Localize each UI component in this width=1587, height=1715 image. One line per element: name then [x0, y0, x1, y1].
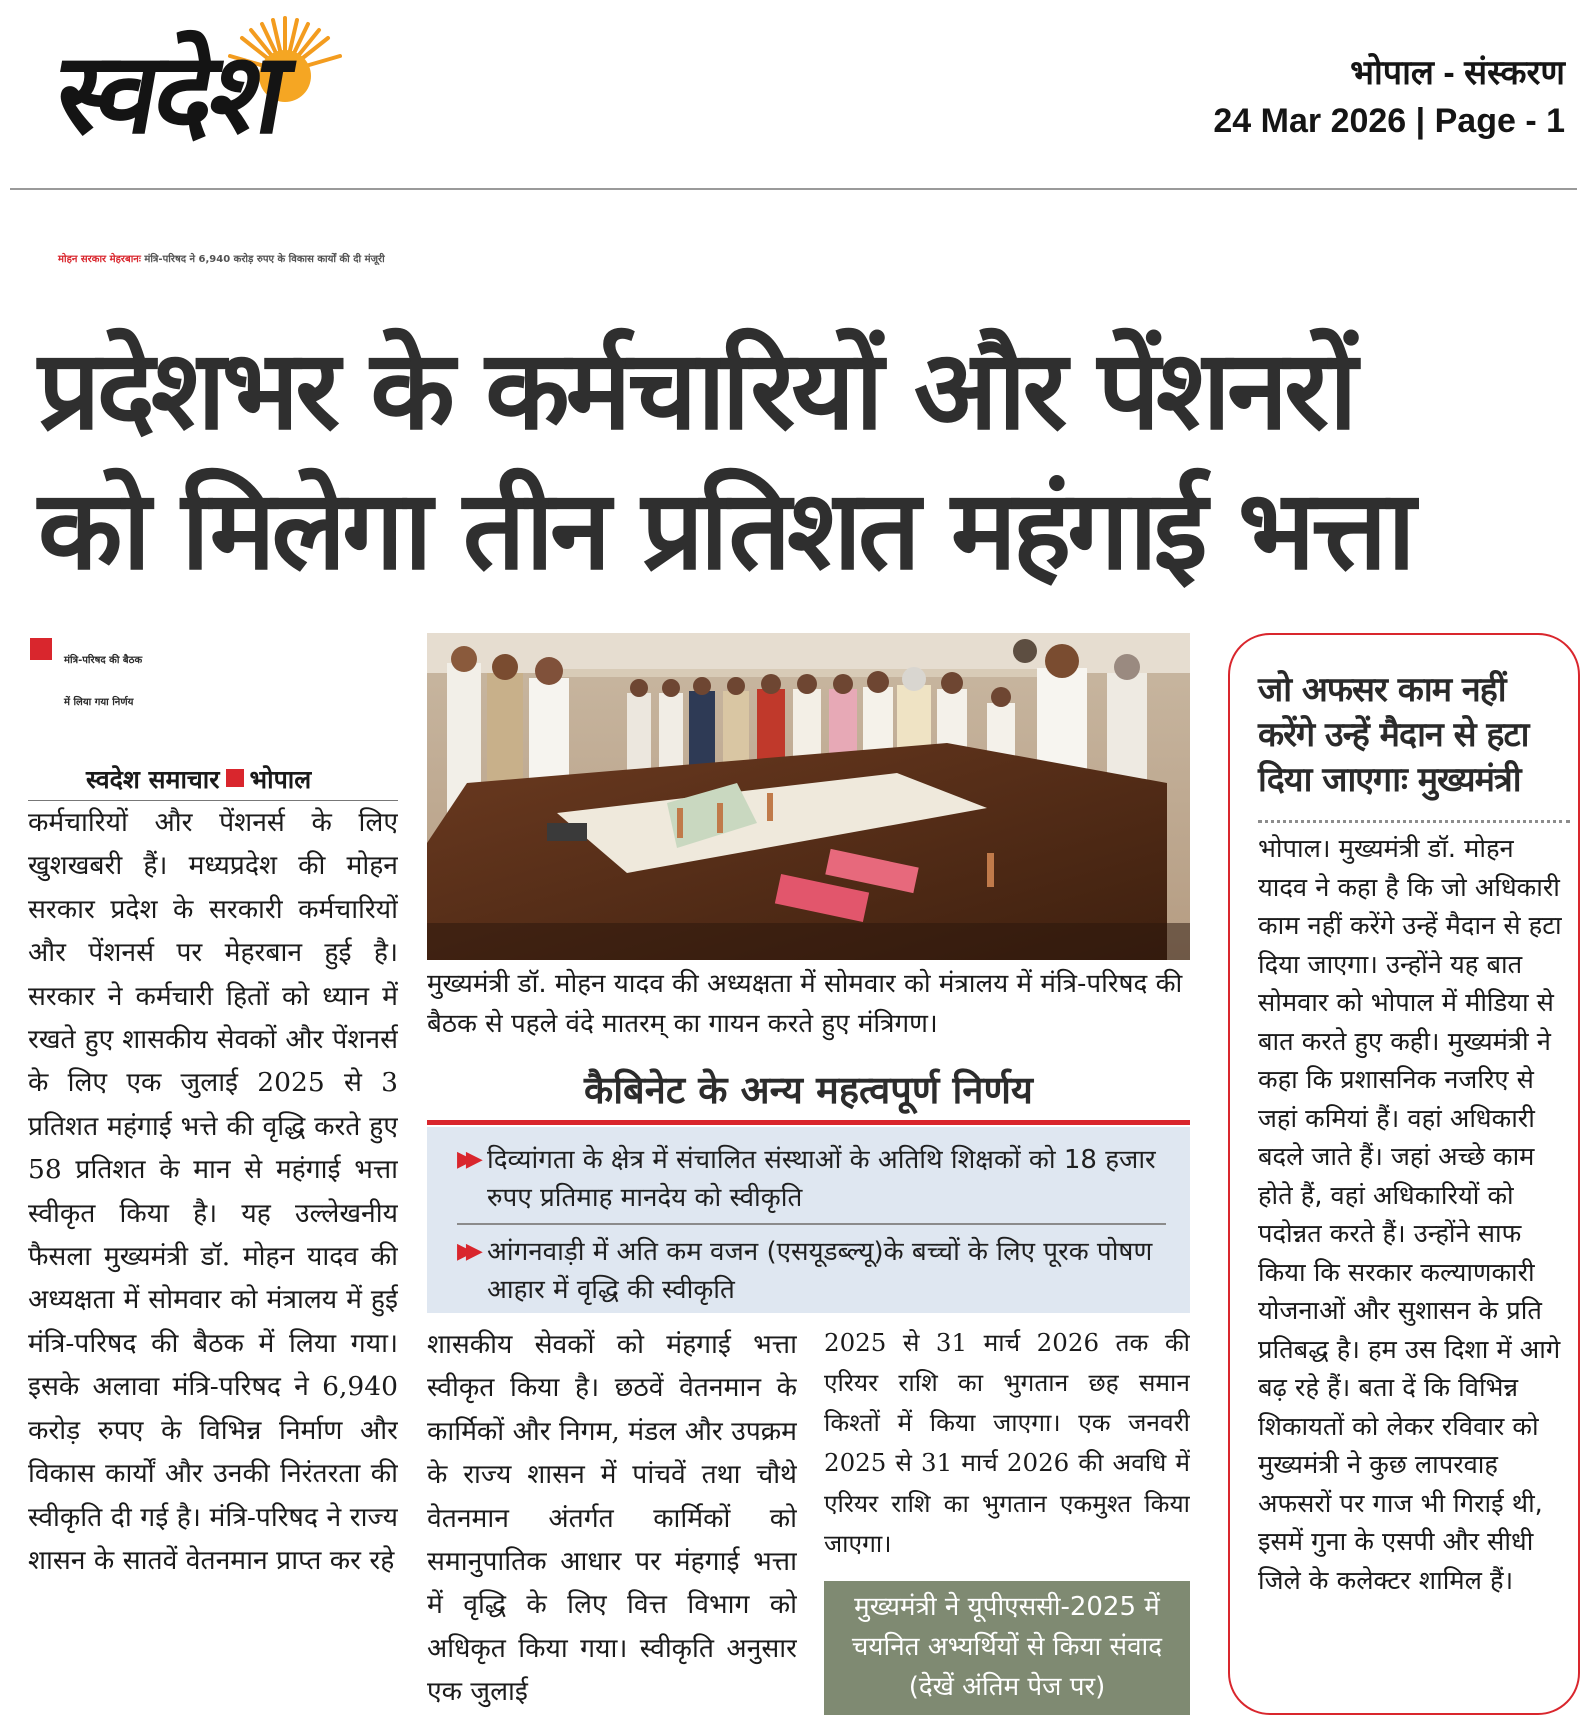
cabinet-decision-item [457, 1141, 1166, 1217]
kicker [58, 232, 1578, 288]
logo-text: स्वदेश [46, 29, 295, 159]
double-arrow-icon: ▶▶ [457, 1238, 475, 1264]
cabinet-decisions-heading: कैबिनेट के अन्य महत्वपूर्ण निर्णय [584, 1068, 1033, 1112]
lead-line-1: मंत्रि-परिषद की बैठक [64, 655, 143, 666]
side-story-headline [1258, 668, 1570, 803]
promo-teaser-box[interactable] [824, 1581, 1190, 1715]
masthead-divider [10, 188, 1577, 190]
headline-line-2: को मिलेगा तीन प्रतिशत महंगाई भत्ता [38, 466, 1412, 594]
promo-line-2: चयनित अभ्यर्थियों से किया संवाद [851, 1632, 1163, 1662]
cabinet-red-rule [427, 1120, 1190, 1125]
story-column-2: शासकीय सेवकों को मंहगाई भत्ता स्वीकृत किया है। छठवें वेतनमान के कार्मिकों और निगम, मंडल और उपक्रम के राज्य शासन में पांचवें तथा चौथे वेतनमान अंतर्गत कार्मिकों को समानुपातिक आधार पर मंहगाई भत्ता में वृद्धि के लिए वित्त विभाग को अधिकृत किया गया। स्वीकृति अनुसार एक जुलाई [427, 1329, 797, 1708]
red-square-separator-icon [226, 769, 244, 787]
cabinet-meeting-photo [427, 633, 1190, 960]
cabinet-decisions-box [427, 1127, 1190, 1313]
newspaper-logo [40, 10, 510, 180]
story-column-3: 2025 से 31 मार्च 2026 तक की एरियर राशि का भुगतान छह समान किश्तों में किया जाएगा। एक जनवरी 2025 से 31 मार्च 2026 की अवधि में एरियर राशि का भुगतान एकमुश्त किया जाएगा। [824, 1328, 1190, 1558]
side-story-body: भोपाल। मुख्यमंत्री डॉ. मोहन यादव ने कहा है कि जो अधिकारी काम नहीं करेंगे उन्हें मैदान से हटा दिया जाएगा। उन्होंने यह बात सोमवार को भोपाल में मीडिया से बात करते हुए कही। मुख्यमंत्री ने कहा कि प्रशासनिक नजरिए से जहां कमियां हैं। वहां अधिकारी बदले जाते हैं। जहां अच्छे काम होते हैं, वहां अधिकारियों को पदोन्नत करते हैं। उन्होंने साफ किया कि सरकार कल्याणकारी योजनाओं और सुशासन के प्रति प्रतिबद्ध है। हम उस दिशा में आगे बढ़ रहे हैं। बता दें कि विभिन्न शिकायतों को लेकर रविवार को मुख्यमंत्री ने कुछ लापरवाह अफसरों पर गाज भी गिराई थी, इसमें गुना के एसपी और सीधी जिले के कलेक्टर शामिल हैं। [1258, 834, 1562, 1596]
kicker-red: मोहन सरकार मेहरबानः [58, 254, 141, 265]
byline-source: स्वदेश समाचार [86, 765, 220, 794]
lead-summary [30, 638, 400, 724]
promo-line-3: (देखें अंतिम पेज पर) [908, 1672, 1106, 1702]
lead-line-2: में लिया गया निर्णय [64, 697, 134, 708]
story-column-1: कर्मचारियों और पेंशनर्स के लिए खुशखबरी हैं। मध्यप्रदेश की मोहन सरकार प्रदेश के सरकारी कर्मचारियों और पेंशनर्स पर मेहरबान हुई है। सरकार ने कर्मचारी हितों को ध्यान में रखते हुए शासकीय सेवकों और पेंशनर्स के लिए एक जुलाई 2025 से 3 प्रतिशत महंगाई भत्ते की वृद्धि करते हुए 58 प्रतिशत के मान से महंगाई भत्ता स्वीकृत किया है। यह उल्लेखनीय फैसला मुख्यमंत्री डॉ. मोहन यादव की अध्यक्षता में सोमवार को मंत्रालय में हुई मंत्रि-परिषद की बैठक में लिया गया। इसके अलावा मंत्रि-परिषद ने 6,940 करोड़ रुपए के विभिन्न निर्माण और विकास कार्यों और उनकी निरंतरता की स्वीकृति दी गई है। मंत्रि-परिषद ने राज्य शासन के सातवें वेतनमान प्राप्त कर रहे [28, 807, 398, 1576]
double-arrow-icon: ▶▶ [457, 1147, 475, 1172]
cabinet-decision-text: आंगनवाड़ी में अति कम वजन (एसयूडब्ल्यू)के बच्चों के लिए पूरक पोषण आहार में वृद्धि की स्वीकृति [487, 1236, 1153, 1305]
promo-line-1: मुख्यमंत्री ने यूपीएससी-2025 में [854, 1592, 1160, 1622]
byline [28, 760, 398, 801]
headline-line-1: प्रदेशभर के कर्मचारियों और पेंशनरों [38, 326, 1354, 454]
photo-caption: मुख्यमंत्री डॉ. मोहन यादव की अध्यक्षता में सोमवार को मंत्रालय में मंत्रि-परिषद की बैठक से पहले वंदे मातरम् का गायन करते हुए मंत्रिगण। [427, 969, 1183, 1039]
masthead [0, 0, 1587, 190]
dotted-divider [1258, 820, 1570, 823]
side-headline-line-1: जो अफसर काम नहीं [1258, 670, 1506, 710]
side-headline-line-2: करेंगे उन्हें मैदान से हटा [1258, 715, 1529, 755]
side-headline-line-3: दिया जाएगाः मुख्यमंत्री [1258, 760, 1521, 800]
byline-place: भोपाल [249, 765, 312, 794]
red-square-bullet-icon [30, 638, 52, 660]
date-page: 24 Mar 2026 | Page - 1 [1213, 101, 1565, 140]
cabinet-decision-item [457, 1233, 1166, 1309]
kicker-grey: मंत्रि-परिषद ने 6,940 करोड़ रुपए के विकास कार्यों की दी मंजूरी [144, 254, 385, 265]
edition-name: भोपाल - संस्करण [1350, 54, 1565, 92]
cabinet-decision-text: दिव्यांगता के क्षेत्र में संचालित संस्थाओं के अतिथि शिक्षकों को 18 हजार रुपए प्रतिमाह मानदेय को स्वीकृति [487, 1145, 1156, 1213]
edition-info [1213, 50, 1565, 145]
photo-illustration [427, 633, 1190, 960]
cabinet-divider [457, 1223, 1166, 1225]
